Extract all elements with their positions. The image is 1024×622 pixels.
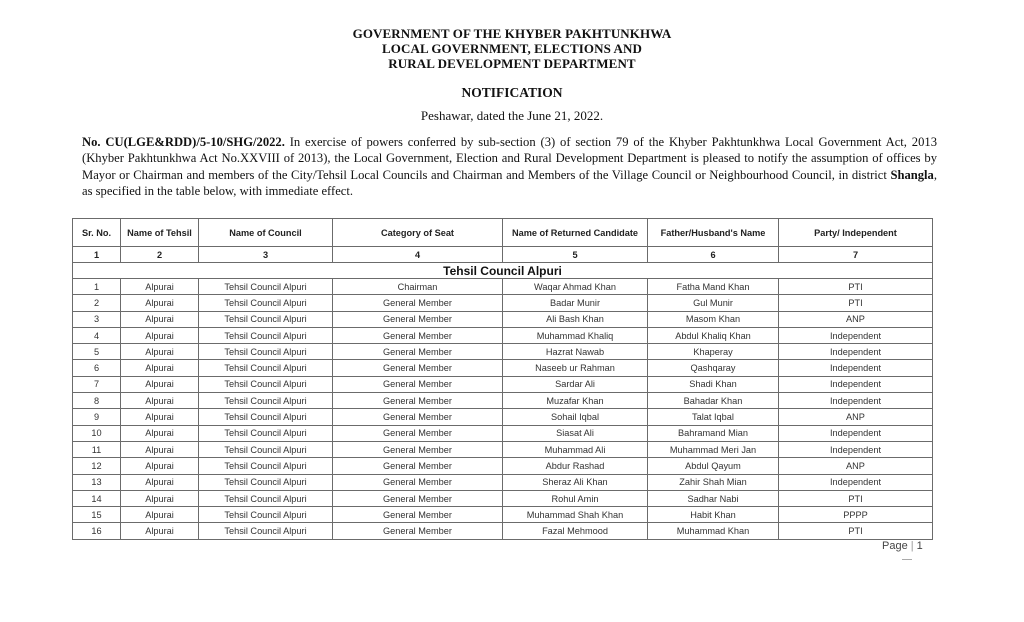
column-number: 7 [779,247,933,263]
table-row [73,441,933,457]
table-row [73,295,933,311]
column-number: 1 [73,247,121,263]
cell-category: Chairman [333,279,503,295]
cell-category: General Member [333,425,503,441]
cell-sr-no: 6 [73,360,121,376]
column-number: 5 [503,247,648,263]
cell-candidate: Fazal Mehmood [503,523,648,539]
cell-tehsil: Alpurai [121,474,199,490]
cell-council: Tehsil Council Alpuri [199,523,333,539]
cell-sr-no: 16 [73,523,121,539]
cell-candidate: Sheraz Ali Khan [503,474,648,490]
cell-tehsil: Alpurai [121,311,199,327]
table-header-row [73,219,933,247]
cell-candidate: Ali Bash Khan [503,311,648,327]
cell-candidate: Abdur Rashad [503,458,648,474]
cell-tehsil: Alpurai [121,507,199,523]
cell-tehsil: Alpurai [121,393,199,409]
cell-category: General Member [333,409,503,425]
cell-tehsil: Alpurai [121,441,199,457]
cell-party: PTI [779,279,933,295]
cell-candidate: Badar Munir [503,295,648,311]
cell-father-husband: Abdul Qayum [648,458,779,474]
cell-council: Tehsil Council Alpuri [199,376,333,392]
department-header [0,26,1024,71]
cell-candidate: Muhammad Ali [503,441,648,457]
cell-party: Independent [779,425,933,441]
cell-category: General Member [333,295,503,311]
cell-council: Tehsil Council Alpuri [199,311,333,327]
cell-party: ANP [779,458,933,474]
cell-party: Independent [779,474,933,490]
table-row [73,490,933,506]
cell-party: Independent [779,344,933,360]
cell-council: Tehsil Council Alpuri [199,425,333,441]
cell-sr-no: 5 [73,344,121,360]
cell-father-husband: Masom Khan [648,311,779,327]
cell-tehsil: Alpurai [121,523,199,539]
cell-candidate: Muhammad Khaliq [503,327,648,343]
cell-sr-no: 15 [73,507,121,523]
section-title: Tehsil Council Alpuri [73,263,933,279]
notification-body [82,134,937,200]
body-text-part-2: , as specified in the table below, with immediate effect. [82,167,937,199]
cell-candidate: Waqar Ahmad Khan [503,279,648,295]
page-separator: | [910,540,914,552]
table-row [73,311,933,327]
cell-candidate: Rohul Amin [503,490,648,506]
cell-candidate: Hazrat Nawab [503,344,648,360]
cell-father-husband: Qashqaray [648,360,779,376]
page-number: 1 [916,540,923,552]
cell-candidate: Muhammad Shah Khan [503,507,648,523]
cell-council: Tehsil Council Alpuri [199,507,333,523]
table-row [73,344,933,360]
cell-council: Tehsil Council Alpuri [199,441,333,457]
column-number: 2 [121,247,199,263]
cell-father-husband: Muhammad Khan [648,523,779,539]
cell-tehsil: Alpurai [121,327,199,343]
column-header-father-husband: Father/Husband's Name [648,219,779,247]
district-name: Shangla [890,167,934,182]
cell-category: General Member [333,393,503,409]
cell-tehsil: Alpurai [121,458,199,474]
cell-sr-no: 14 [73,490,121,506]
cell-tehsil: Alpurai [121,490,199,506]
reference-number: No. CU(LGE&RDD)/5-10/SHG/2022. [82,135,285,149]
table-row [73,376,933,392]
cell-party: PTI [779,295,933,311]
cell-father-husband: Zahir Shah Mian [648,474,779,490]
cell-category: General Member [333,327,503,343]
cell-council: Tehsil Council Alpuri [199,458,333,474]
cell-tehsil: Alpurai [121,295,199,311]
cell-tehsil: Alpurai [121,344,199,360]
cell-sr-no: 13 [73,474,121,490]
cell-category: General Member [333,458,503,474]
cell-council: Tehsil Council Alpuri [199,344,333,360]
footer-underline [902,559,912,560]
column-header-party: Party/ Independent [779,219,933,247]
table-row [73,279,933,295]
cell-council: Tehsil Council Alpuri [199,490,333,506]
cell-sr-no: 11 [73,441,121,457]
cell-category: General Member [333,507,503,523]
cell-category: General Member [333,360,503,376]
table-row [73,458,933,474]
column-number-row [73,247,933,263]
cell-category: General Member [333,311,503,327]
cell-council: Tehsil Council Alpuri [199,327,333,343]
table-row [73,507,933,523]
returned-candidates-table [72,218,933,540]
cell-category: General Member [333,376,503,392]
cell-candidate: Sardar Ali [503,376,648,392]
page-number-footer [882,540,923,552]
cell-sr-no: 2 [73,295,121,311]
cell-sr-no: 1 [73,279,121,295]
cell-party: PTI [779,490,933,506]
cell-category: General Member [333,474,503,490]
notification-title: NOTIFICATION [461,85,563,100]
table-row [73,360,933,376]
column-header-candidate: Name of Returned Candidate [503,219,648,247]
column-header-sr-no: Sr. No. [73,219,121,247]
header-line-3: RURAL DEVELOPMENT DEPARTMENT [388,56,636,71]
cell-council: Tehsil Council Alpuri [199,393,333,409]
cell-tehsil: Alpurai [121,425,199,441]
cell-father-husband: Abdul Khaliq Khan [648,327,779,343]
cell-tehsil: Alpurai [121,279,199,295]
cell-party: Independent [779,376,933,392]
cell-party: Independent [779,441,933,457]
cell-father-husband: Muhammad Meri Jan [648,441,779,457]
cell-party: ANP [779,311,933,327]
cell-party: Independent [779,393,933,409]
cell-category: General Member [333,523,503,539]
cell-tehsil: Alpurai [121,409,199,425]
column-number: 3 [199,247,333,263]
cell-council: Tehsil Council Alpuri [199,360,333,376]
table-row [73,523,933,539]
cell-sr-no: 10 [73,425,121,441]
cell-tehsil: Alpurai [121,376,199,392]
column-header-council: Name of Council [199,219,333,247]
cell-father-husband: Sadhar Nabi [648,490,779,506]
cell-council: Tehsil Council Alpuri [199,409,333,425]
section-row [73,263,933,279]
cell-sr-no: 4 [73,327,121,343]
cell-father-husband: Fatha Mand Khan [648,279,779,295]
cell-sr-no: 3 [73,311,121,327]
cell-party: Independent [779,327,933,343]
column-number: 4 [333,247,503,263]
cell-category: General Member [333,441,503,457]
cell-sr-no: 7 [73,376,121,392]
cell-father-husband: Khaperay [648,344,779,360]
cell-father-husband: Bahramand Mian [648,425,779,441]
cell-party: PTI [779,523,933,539]
column-header-category: Category of Seat [333,219,503,247]
cell-candidate: Sohail Iqbal [503,409,648,425]
table-row [73,474,933,490]
table-row [73,393,933,409]
cell-father-husband: Shadi Khan [648,376,779,392]
body-text-part-1: In exercise of powers conferred by sub-section (3) of section 79 of the Khyber Pakhtunkhwa Local Government Act, 2013 (Khyber Pakhtunkhwa Act No.XXVIII of 2013), the Local Government, Election and Rural Development Department is pleased to notify the assumption of offices by Mayor or Chairman and members of the City/Tehsil Local Councils and Chairman and Members of the Village Council or Neighbourhood Council, in district [82,135,937,182]
column-number: 6 [648,247,779,263]
cell-council: Tehsil Council Alpuri [199,279,333,295]
dateline: Peshawar, dated the June 21, 2022. [420,108,604,123]
cell-party: Independent [779,360,933,376]
table-row [73,409,933,425]
cell-party: ANP [779,409,933,425]
cell-father-husband: Talat Iqbal [648,409,779,425]
header-line-2: LOCAL GOVERNMENT, ELECTIONS AND [381,41,642,56]
cell-category: General Member [333,344,503,360]
cell-candidate: Siasat Ali [503,425,648,441]
cell-sr-no: 12 [73,458,121,474]
cell-sr-no: 8 [73,393,121,409]
page-label: Page [882,540,908,552]
table-row [73,327,933,343]
header-line-1: GOVERNMENT OF THE KHYBER PAKHTUNKHWA [352,26,672,41]
cell-candidate: Naseeb ur Rahman [503,360,648,376]
cell-council: Tehsil Council Alpuri [199,295,333,311]
cell-father-husband: Bahadar Khan [648,393,779,409]
table-row [73,425,933,441]
cell-father-husband: Habit Khan [648,507,779,523]
cell-tehsil: Alpurai [121,360,199,376]
cell-candidate: Muzafar Khan [503,393,648,409]
cell-sr-no: 9 [73,409,121,425]
cell-party: PPPP [779,507,933,523]
cell-category: General Member [333,490,503,506]
cell-council: Tehsil Council Alpuri [199,474,333,490]
column-header-tehsil: Name of Tehsil [121,219,199,247]
cell-father-husband: Gul Munir [648,295,779,311]
